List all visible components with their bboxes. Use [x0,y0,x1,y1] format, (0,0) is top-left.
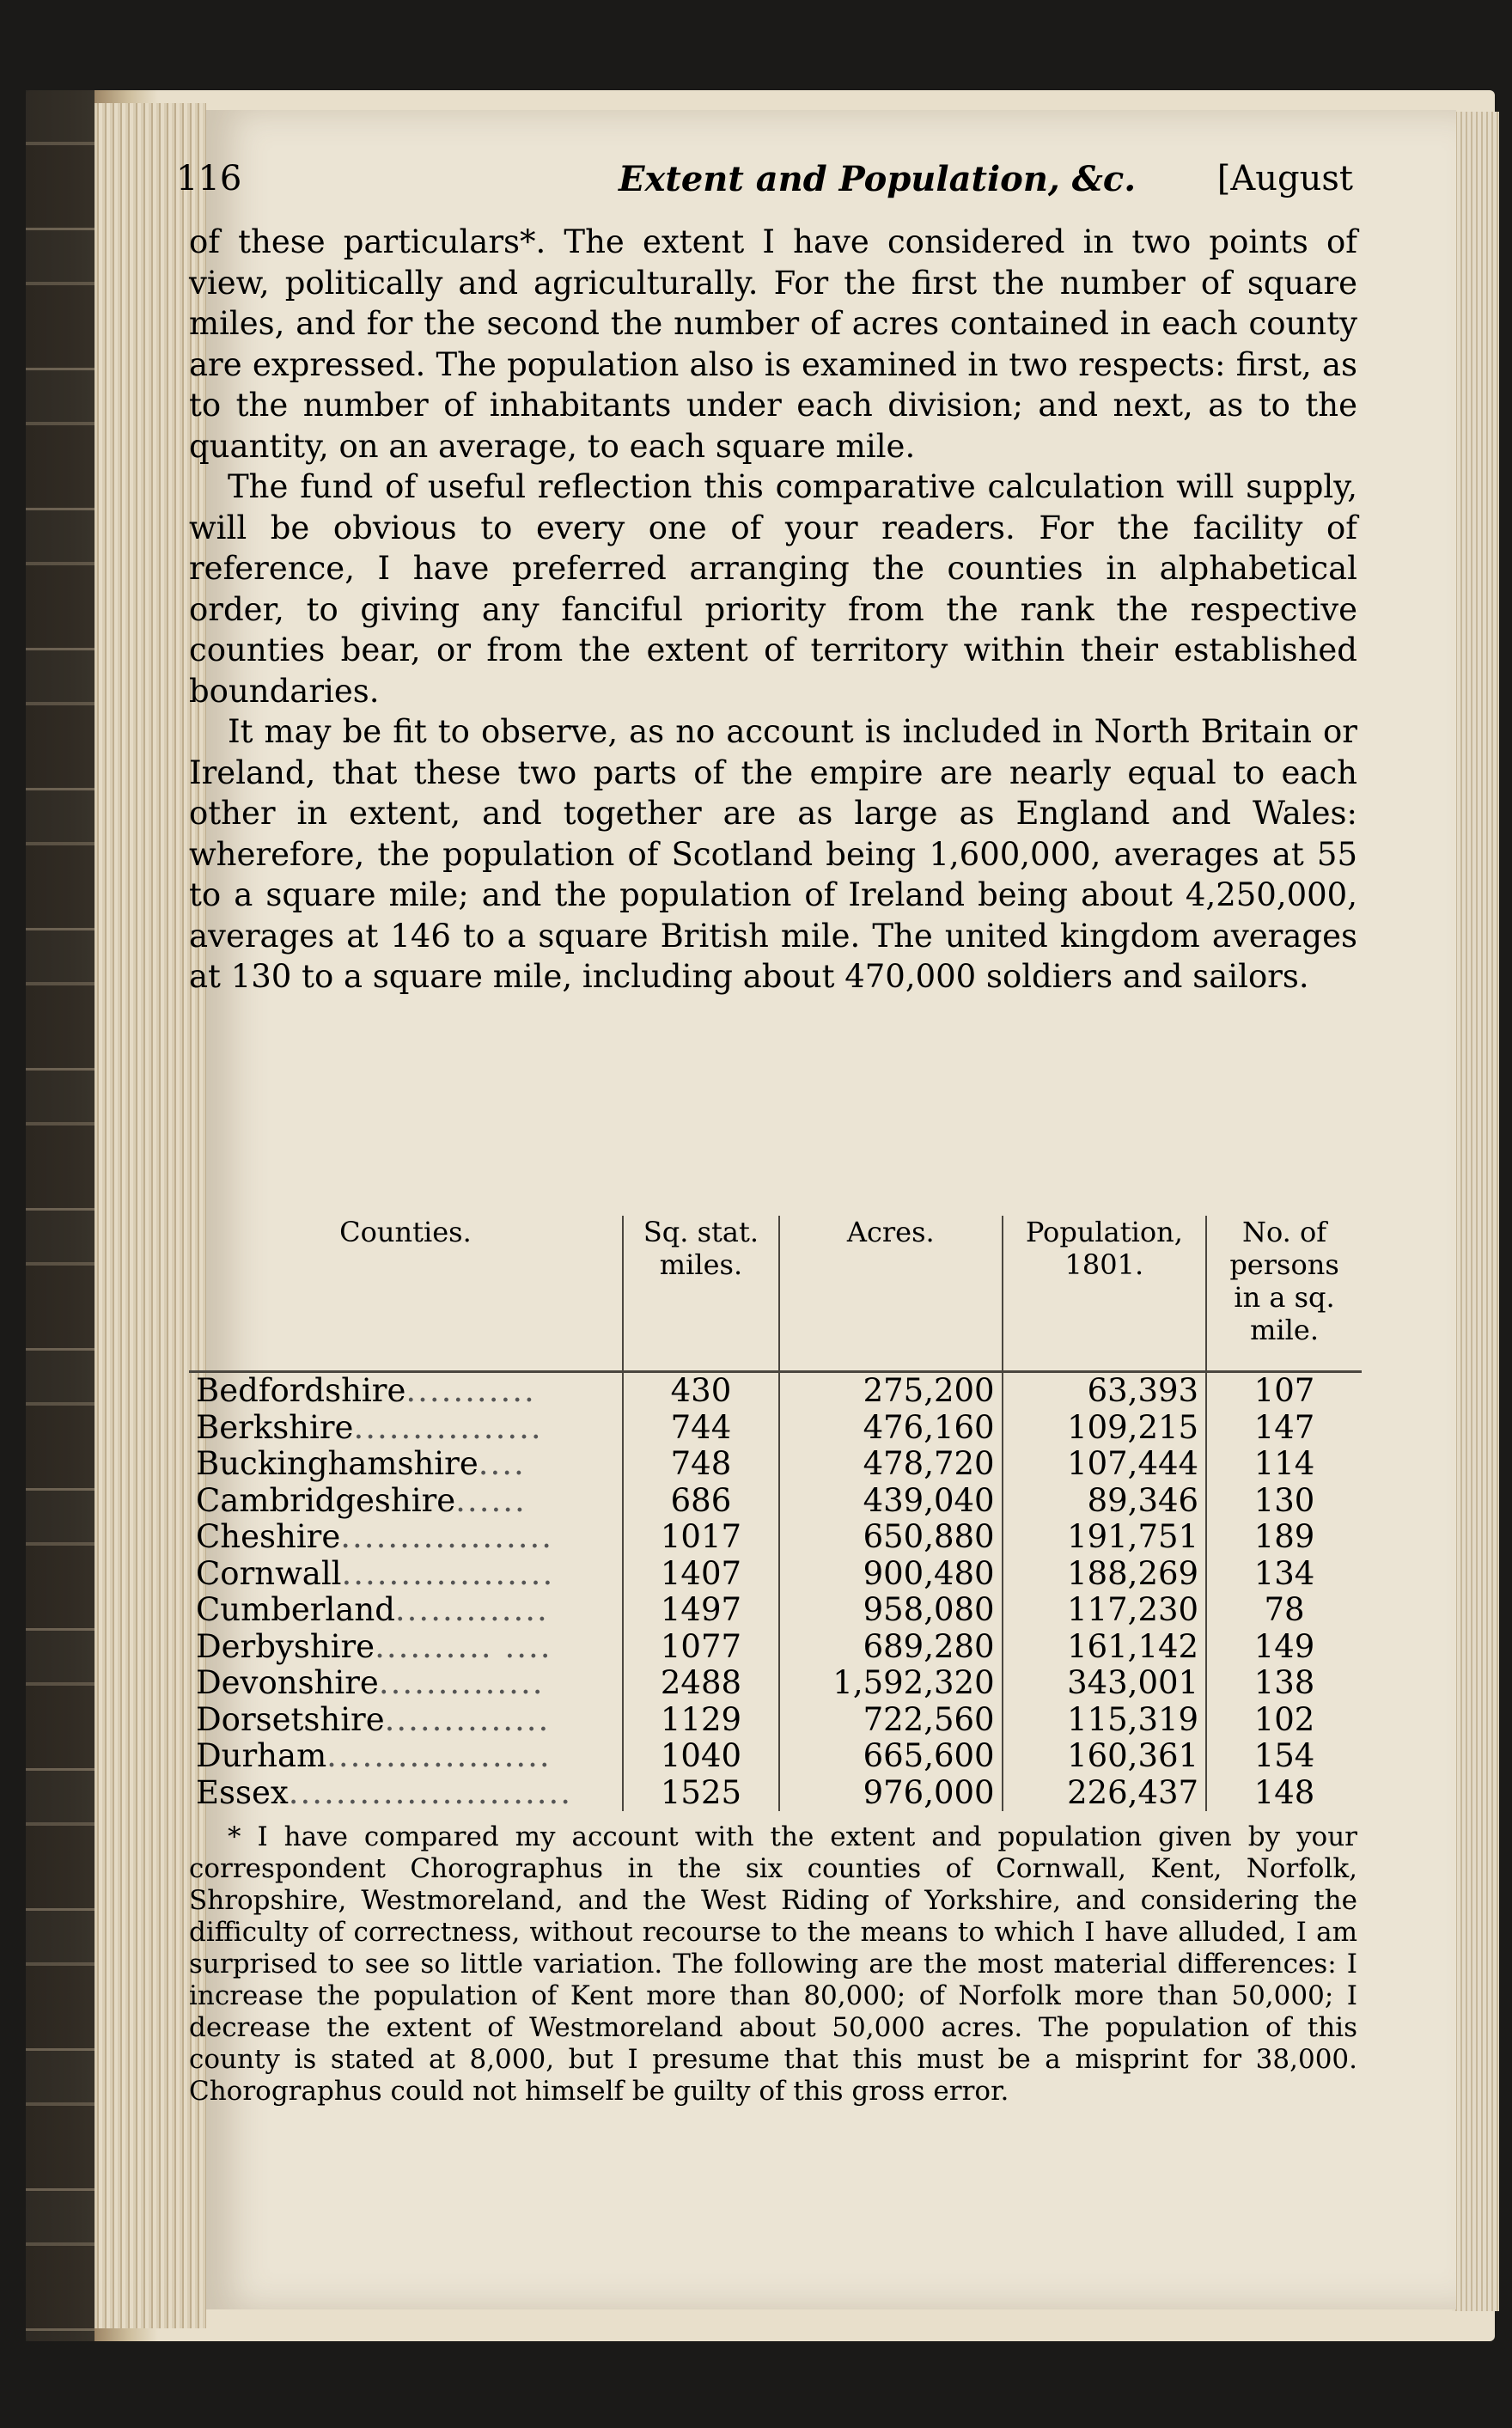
leader-dots: ........... [405,1372,536,1409]
county-name: Cheshire [196,1519,341,1555]
leader-dots: .............. [378,1665,545,1701]
leader-dots: ........................ [288,1774,573,1811]
right-page-stack [1452,112,1499,2311]
sq-miles-cell: 748 [623,1446,779,1483]
population-cell: 109,215 [1003,1410,1206,1447]
population-cell: 107,444 [1003,1446,1206,1483]
county-name: Cambridgeshire [196,1482,456,1519]
sq-miles-cell: 1497 [623,1592,779,1629]
per-mile-cell: 154 [1253,1737,1315,1774]
book-spine [26,90,94,2341]
sq-miles-cell: 1017 [623,1519,779,1556]
county-name: Essex [196,1774,289,1811]
acres-cell: 478,720 [779,1446,1003,1483]
per-mile-cell: 189 [1253,1518,1315,1555]
county-name: Cornwall [196,1555,342,1592]
table-row [189,1665,1362,1702]
table-row [189,1372,1362,1410]
per-mile-cell: 147 [1253,1408,1315,1446]
table-row [189,1629,1362,1666]
sq-miles-cell: 1040 [623,1738,779,1775]
table-row [189,1519,1362,1556]
acres-cell: 689,280 [779,1629,1003,1666]
header-acres: Acres. [779,1216,1003,1372]
county-cell [189,1592,623,1629]
leader-dots: .................. [341,1555,555,1592]
county-name: Derbyshire [196,1628,375,1665]
leader-dots: ...... [455,1482,527,1519]
sq-miles-cell: 1407 [623,1556,779,1593]
county-name: Devonshire [196,1665,379,1701]
acres-cell: 439,040 [779,1483,1003,1520]
sq-miles-cell: 2488 [623,1665,779,1702]
county-cell [189,1410,623,1447]
leader-dots: .............. [384,1701,551,1738]
sq-miles-cell: 1077 [623,1629,779,1666]
running-month: [August [1216,159,1353,198]
acres-cell: 900,480 [779,1556,1003,1593]
county-name: Durham [196,1738,327,1774]
county-cell [189,1702,623,1739]
paragraph: The fund of useful reflection this comparative calculation will supply, will be obvious to every one of your readers. For the facility of reference, I have preferred arranging the counties in alphabetical order, to giving any fanciful priority from the rank the respective counties bear, or from the extent of territory within their established boundaries. [189,468,1357,710]
county-name: Cumberland [196,1592,395,1628]
per-mile-cell: 148 [1253,1773,1315,1811]
footnote [189,1821,1357,2108]
population-cell: 63,393 [1003,1372,1206,1410]
population-cell: 161,142 [1003,1629,1206,1666]
per-mile-cell: 149 [1253,1627,1315,1665]
county-name: Buckinghamshire [196,1446,479,1482]
per-mile-cell: 78 [1264,1591,1305,1628]
leader-dots: .... [478,1446,526,1482]
county-table [189,1216,1362,1811]
acres-cell: 650,880 [779,1519,1003,1556]
leader-dots: ................... [326,1738,552,1774]
per-mile-cell: 130 [1253,1481,1315,1519]
table-row [189,1775,1362,1812]
acres-cell: 722,560 [779,1702,1003,1739]
table-row [189,1556,1362,1593]
acres-cell: 976,000 [779,1775,1003,1812]
population-cell: 188,269 [1003,1556,1206,1593]
acres-cell: 476,160 [779,1410,1003,1447]
running-title: Extent and Population, &c. [619,159,1137,199]
county-cell [189,1665,623,1702]
page-number: 116 [176,159,242,198]
table-row [189,1702,1362,1739]
county-cell [189,1775,623,1812]
table-row [189,1446,1362,1483]
county-name: Dorsetshire [196,1701,385,1738]
leader-dots: .................. [340,1519,553,1555]
sq-miles-cell: 430 [623,1372,779,1410]
table-row [189,1738,1362,1775]
paragraph: It may be fit to observe, as no account is included in North Britain or Ireland, that these two parts of the empire are nearly equal to each other in extent, and together are as large as England and Wales: wherefore, the population of Scotland being 1,600,000, averages at 55 to a square mile; and the population of Ireland being about 4,250,000, averages at 146 to a square British mile. The united kingdom averages at 130 to a square mile, including about 470,000 soldiers and sailors. [189,713,1357,995]
county-cell [189,1446,623,1483]
acres-cell: 1,592,320 [779,1665,1003,1702]
county-cell [189,1556,623,1593]
per-mile-cell: 114 [1253,1445,1315,1482]
county-cell [189,1372,623,1410]
per-mile-cell: 138 [1253,1664,1315,1701]
running-header [176,159,1353,210]
body-text [189,222,1357,997]
population-cell: 160,361 [1003,1738,1206,1775]
table-row [189,1410,1362,1447]
per-mile-cell: 107 [1253,1372,1315,1409]
county-cell [189,1483,623,1520]
per-mile-cell: 134 [1253,1554,1315,1592]
county-cell [189,1519,623,1556]
acres-cell: 665,600 [779,1738,1003,1775]
header-counties: Counties. [189,1216,623,1372]
population-cell: 117,230 [1003,1592,1206,1629]
footnote-text: * I have compared my account with the extent and population given by your correspondent Chorographus in the six counties of Cornwall, Kent, Norfolk, Shropshire, Westmoreland, and the West Riding of Yorkshire, and considering the difficulty of correctness, without recourse to the means to which I have alluded, I am surprised to see so little variation. The following are the most material differences: I increase the population of Kent more than 80,000; of Norfolk more than 50,000; I decrease the extent of Westmoreland about 50,000 acres. The population of this county is stated at 8,000, but I presume that this must be a misprint for 38,000. Chorographus could not himself be guilty of this gross error. [189,1821,1357,2107]
population-cell: 226,437 [1003,1775,1206,1812]
population-cell: 89,346 [1003,1483,1206,1520]
leader-dots: ................ [353,1409,543,1446]
population-cell: 343,001 [1003,1665,1206,1702]
county-cell [189,1738,623,1775]
sq-miles-cell: 686 [623,1483,779,1520]
population-cell: 191,751 [1003,1519,1206,1556]
paragraph: of these particulars*. The extent I have considered in two points of view, politically and agriculturally. For the first the number of square miles, and for the second the number of acres contained in each county are expressed. The population also is examined in two respects: first, as to the number of inhabitants under each division; and next, as to the quantity, on an average, to each square mile. [189,223,1357,465]
population-cell: 115,319 [1003,1702,1206,1739]
header-per-mile: No. of persons in a sq. mile. [1206,1216,1362,1372]
sq-miles-cell: 744 [623,1410,779,1447]
sq-miles-cell: 1129 [623,1702,779,1739]
acres-cell: 958,080 [779,1592,1003,1629]
county-name: Bedfordshire [196,1372,406,1409]
table-row [189,1592,1362,1629]
header-sq-miles: Sq. stat. miles. [623,1216,779,1372]
leader-dots: ............. [394,1592,549,1628]
per-mile-cell: 102 [1253,1700,1315,1738]
header-population: Population, 1801. [1003,1216,1206,1372]
county-name: Berkshire [196,1409,354,1446]
leader-dots: .......... .... [375,1628,552,1665]
table-header-row [189,1216,1362,1372]
table-row [189,1483,1362,1520]
sq-miles-cell: 1525 [623,1775,779,1812]
acres-cell: 275,200 [779,1372,1003,1410]
county-cell [189,1629,623,1666]
